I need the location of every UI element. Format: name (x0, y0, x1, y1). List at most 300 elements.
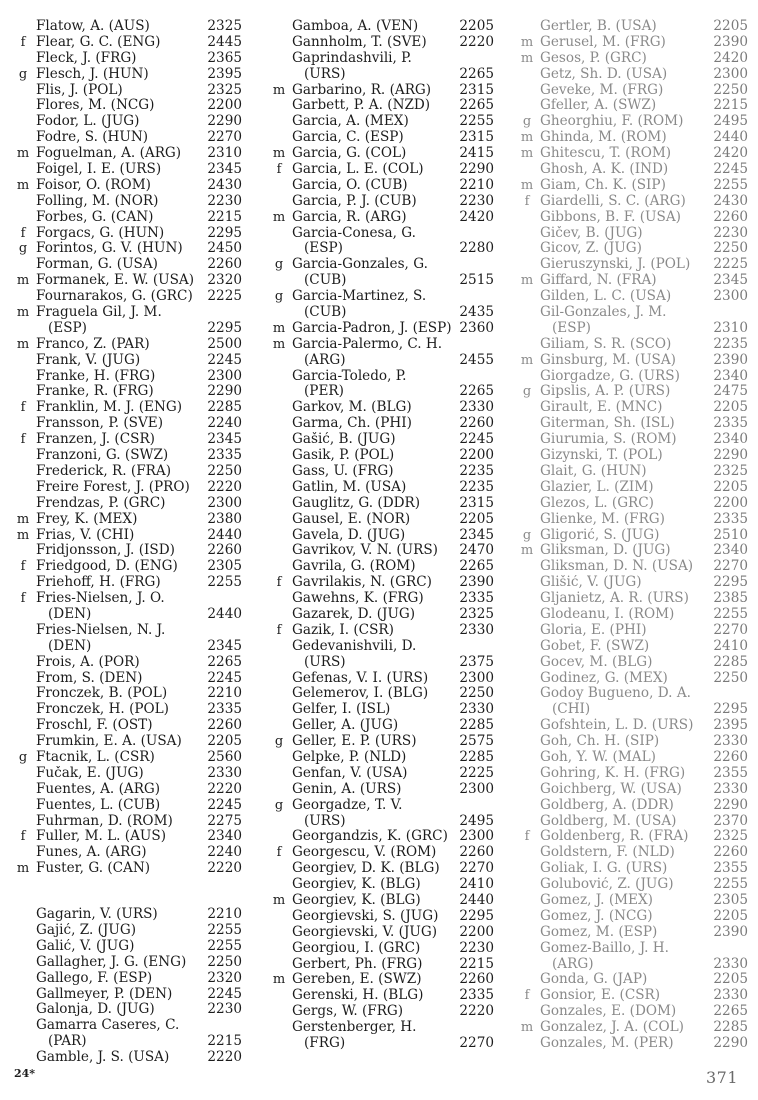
title-mark (10, 369, 36, 385)
title-mark (266, 178, 292, 194)
player-rating: 2200 (713, 494, 748, 511)
player-rating: 2395 (713, 717, 748, 734)
player-rating: 2510 (713, 526, 748, 543)
title-mark (266, 559, 292, 575)
title-mark (514, 448, 540, 464)
player-rating: 2450 (207, 240, 242, 257)
player-entry (514, 178, 748, 194)
player-name-continued: (URS) (304, 66, 346, 82)
player-entry (10, 241, 242, 257)
player-entry (10, 971, 242, 987)
player-entry (10, 98, 242, 114)
player-rating: 2515 (459, 272, 494, 289)
player-name: Garcia, C. (ESP) (292, 130, 404, 146)
player-entry (514, 528, 748, 544)
player-rating: 2220 (459, 1003, 494, 1020)
title-mark (10, 194, 36, 210)
player-rating: 2205 (459, 18, 494, 34)
player-entry (10, 939, 242, 955)
player-entry (514, 639, 748, 655)
player-name: Garcia, O. (CUB) (292, 177, 408, 193)
player-rating: 2420 (459, 208, 494, 225)
title-mark (514, 289, 540, 305)
player-entry (514, 766, 748, 782)
player-name: Giterman, Sh. (ISL) (540, 416, 675, 432)
player-entry (266, 591, 494, 607)
player-rating: 2375 (459, 653, 494, 670)
player-entry (10, 987, 242, 1003)
player-entry (10, 845, 242, 861)
player-name: Franke, R. (FRG) (36, 384, 154, 400)
player-name-continued: (DEN) (48, 606, 92, 622)
title-mark (10, 114, 36, 130)
title-mark (266, 464, 292, 480)
title-mark (514, 19, 540, 35)
player-rating: 2290 (713, 796, 748, 813)
player-entry (10, 194, 242, 210)
title-mark: g (274, 257, 284, 273)
title-mark (266, 448, 292, 464)
title-mark (266, 686, 292, 702)
player-entry (266, 337, 494, 369)
player-entry (266, 575, 494, 591)
player-name: Giorgadze, G. (URS) (540, 368, 680, 384)
player-name: Garbett, P. A. (NZD) (292, 98, 431, 114)
title-mark (266, 98, 292, 114)
title-mark (514, 671, 540, 687)
title-mark: m (520, 352, 534, 368)
player-name: Gomez, J. (NCG) (540, 908, 653, 924)
title-mark (10, 814, 36, 830)
player-rating: 2260 (207, 542, 242, 559)
player-entry (10, 766, 242, 782)
player-rating: 2230 (207, 1001, 242, 1018)
player-name: Franco, Z. (PAR) (36, 336, 150, 352)
player-name: Ginsburg, M. (USA) (540, 352, 676, 368)
player-name: Gesos, P. (GRC) (540, 50, 647, 66)
player-entry (10, 655, 242, 671)
title-mark: m (520, 34, 534, 50)
title-mark (514, 496, 540, 512)
column-1 (10, 19, 242, 1066)
title-mark (10, 257, 36, 273)
player-rating: 2235 (459, 478, 494, 495)
player-name: Frois, A. (POR) (36, 654, 140, 670)
player-name: Gavrila, G. (ROM) (292, 559, 416, 575)
title-mark (266, 1020, 292, 1036)
player-rating: 2340 (713, 542, 748, 559)
player-rating: 2500 (207, 335, 242, 352)
player-rating: 2410 (459, 876, 494, 893)
player-name: Friedgood, D. (ENG) (36, 559, 178, 575)
player-rating: 2255 (459, 113, 494, 130)
player-entry (10, 35, 242, 51)
player-name: Gloria, E. (PHI) (540, 622, 647, 638)
player-rating: 2345 (207, 637, 242, 654)
player-rating: 2250 (713, 669, 748, 686)
player-name: Golubović, Z. (JUG) (540, 877, 674, 893)
player-entry (10, 750, 242, 766)
player-entry (266, 480, 494, 496)
player-entry (266, 210, 494, 226)
player-rating: 2495 (713, 113, 748, 130)
player-entry (266, 289, 494, 321)
player-name: Godinez, G. (MEX) (540, 670, 668, 686)
player-name: Fraguela Gil, J. M. (36, 305, 162, 321)
title-mark (10, 543, 36, 559)
title-mark (266, 909, 292, 925)
player-name: Fridjonsson, J. (ISD) (36, 543, 175, 559)
player-entry (10, 146, 242, 162)
player-entry (514, 305, 748, 337)
player-rating: 2420 (713, 49, 748, 66)
player-name: Fodre, S. (HUN) (36, 130, 149, 146)
player-name: Fronczek, H. (POL) (36, 702, 169, 718)
player-rating: 2435 (459, 304, 494, 321)
player-entry (514, 432, 748, 448)
title-mark (266, 480, 292, 496)
player-rating: 2305 (207, 558, 242, 575)
title-mark (10, 671, 36, 687)
player-entry (10, 353, 242, 369)
player-rating: 2365 (207, 49, 242, 66)
player-rating: 2215 (207, 1033, 242, 1050)
player-name: Gfeller, A. (SWZ) (540, 98, 657, 114)
player-rating: 2255 (713, 876, 748, 893)
title-mark (10, 1018, 36, 1034)
player-rating: 2210 (207, 906, 242, 923)
player-rating: 2325 (713, 462, 748, 479)
player-entry (266, 607, 494, 623)
player-rating: 2255 (713, 605, 748, 622)
player-rating: 2225 (459, 764, 494, 781)
player-name: Fuentes, A. (ARG) (36, 781, 161, 797)
player-name: Forintos, G. V. (HUN) (36, 241, 183, 257)
player-name: Godoy Bugueno, D. A. (540, 686, 691, 702)
player-rating: 2205 (713, 18, 748, 34)
player-entry (514, 35, 748, 51)
player-name: Goldenberg, R. (FRA) (540, 829, 689, 845)
player-entry (514, 1020, 748, 1036)
player-name: Ghosh, A. K. (IND) (540, 162, 669, 178)
player-name: Gavela, D. (JUG) (292, 527, 406, 543)
title-mark (266, 369, 292, 385)
player-entry (10, 416, 242, 432)
player-name: Genin, A. (URS) (292, 781, 402, 797)
page-number: 371 (706, 1068, 739, 1087)
player-rating: 2330 (459, 621, 494, 638)
player-entry (266, 400, 494, 416)
title-mark (514, 226, 540, 242)
title-mark (266, 671, 292, 687)
player-rating: 2215 (713, 97, 748, 114)
player-rating: 2245 (207, 351, 242, 368)
player-name: Ghinda, M. (ROM) (540, 130, 667, 146)
player-rating: 2340 (713, 367, 748, 384)
player-rating: 2360 (459, 319, 494, 336)
player-name: Flesch, J. (HUN) (36, 66, 149, 82)
player-entry (10, 400, 242, 416)
player-name: Goichberg, W. (USA) (540, 781, 682, 797)
player-name: Garcia, G. (COL) (292, 146, 407, 162)
player-rating: 2245 (207, 985, 242, 1002)
title-mark (266, 861, 292, 877)
title-mark: m (520, 1020, 534, 1036)
signature-mark: 24* (14, 1067, 36, 1080)
player-name: Gašić, B. (JUG) (292, 432, 396, 448)
player-entry (514, 353, 748, 369)
title-mark (514, 686, 540, 702)
title-mark: f (524, 829, 530, 845)
player-entry (10, 448, 242, 464)
title-mark (266, 400, 292, 416)
player-name: Gajić, Z. (JUG) (36, 922, 137, 938)
player-name: Flear, G. C. (ENG) (36, 34, 161, 50)
player-entry (10, 1050, 242, 1066)
player-entry (266, 877, 494, 893)
player-name: Frank, V. (JUG) (36, 352, 141, 368)
player-name: Garcia-Toledo, P. (292, 368, 407, 384)
player-entry (10, 559, 242, 575)
player-entry (10, 83, 242, 99)
player-entry (266, 178, 494, 194)
player-rating: 2330 (207, 764, 242, 781)
player-entry (10, 798, 242, 814)
player-name: Garcia, L. E. (COL) (292, 162, 424, 178)
title-mark (266, 591, 292, 607)
title-mark (266, 35, 292, 51)
player-entry (514, 257, 748, 273)
player-rating: 2330 (713, 780, 748, 797)
player-name: Gasik, P. (POL) (292, 448, 395, 464)
player-rating: 2220 (207, 1049, 242, 1066)
player-name: Gičev, B. (JUG) (540, 225, 643, 241)
player-rating: 2270 (459, 1035, 494, 1051)
player-entry (514, 543, 748, 559)
title-mark (514, 257, 540, 273)
player-name: Gagarin, V. (URS) (36, 907, 158, 923)
title-mark (514, 559, 540, 575)
player-entry (266, 257, 494, 289)
player-entry (10, 1018, 242, 1050)
player-entry (266, 369, 494, 401)
title-mark: f (276, 845, 282, 861)
player-name: Gergs, W. (FRG) (292, 1004, 404, 1020)
title-mark (266, 925, 292, 941)
player-entry (514, 877, 748, 893)
player-rating: 2265 (207, 653, 242, 670)
player-rating: 2300 (207, 494, 242, 511)
player-rating: 2390 (459, 574, 494, 591)
player-name: Fronczek, B. (POL) (36, 686, 168, 702)
player-name: Glait, G. (HUN) (540, 463, 647, 479)
player-name: Garcia, R. (ARG) (292, 209, 407, 225)
player-rating: 2345 (713, 272, 748, 289)
player-rating: 2205 (713, 971, 748, 988)
player-name: Gerstenberger, H. (292, 1020, 417, 1036)
player-name: Geveke, M. (FRG) (540, 82, 664, 98)
player-entry (10, 257, 242, 273)
title-mark (10, 734, 36, 750)
player-name: Franzoni, G. (SWZ) (36, 448, 169, 464)
title-mark (10, 384, 36, 400)
title-mark: f (524, 193, 530, 209)
player-name: Geller, E. P. (URS) (292, 734, 417, 750)
player-rating: 2285 (459, 748, 494, 765)
player-rating: 2270 (459, 860, 494, 877)
title-mark (514, 1004, 540, 1020)
player-name: Genfan, V. (USA) (292, 765, 408, 781)
player-rating: 2230 (459, 939, 494, 956)
player-name: Gicov, Z. (JUG) (540, 241, 642, 257)
player-name: Gallagher, J. G. (ENG) (36, 954, 187, 970)
player-name: Garcia-Padron, J. (ESP) (292, 320, 452, 336)
player-name: Franklin, M. J. (ENG) (36, 400, 182, 416)
title-mark: m (16, 527, 30, 543)
player-entry (10, 289, 242, 305)
title-mark (10, 130, 36, 146)
player-name: Fries-Nielsen, J. O. (36, 591, 165, 607)
title-mark (10, 798, 36, 814)
player-entry (10, 543, 242, 559)
player-rating: 2355 (713, 860, 748, 877)
title-mark: m (272, 336, 286, 352)
player-name: Franke, H. (FRG) (36, 368, 156, 384)
player-name: Fučak, E. (JUG) (36, 765, 144, 781)
player-name: Gallmeyer, P. (DEN) (36, 986, 173, 1002)
player-rating: 2495 (459, 812, 494, 829)
player-rating: 2430 (713, 192, 748, 209)
player-rating: 2355 (713, 764, 748, 781)
title-mark (514, 432, 540, 448)
player-entry (514, 988, 748, 1004)
player-entry (10, 907, 242, 923)
player-rating: 2220 (459, 33, 494, 50)
title-mark: m (272, 972, 286, 988)
player-name-continued: (CUB) (304, 273, 347, 289)
title-mark (514, 734, 540, 750)
player-entry (514, 798, 748, 814)
player-entry (266, 1020, 494, 1052)
player-entry (514, 559, 748, 575)
title-mark (10, 718, 36, 734)
player-name: Frendzas, P. (GRC) (36, 495, 166, 511)
player-entry (514, 607, 748, 623)
player-rating: 2285 (713, 653, 748, 670)
title-mark (514, 639, 540, 655)
player-rating: 2250 (713, 81, 748, 98)
player-entry (514, 496, 748, 512)
title-mark (266, 750, 292, 766)
player-entry (266, 194, 494, 210)
player-entry (10, 686, 242, 702)
player-rating: 2410 (713, 637, 748, 654)
player-entry (10, 528, 242, 544)
title-mark (266, 988, 292, 1004)
title-mark (10, 702, 36, 718)
player-rating: 2265 (459, 383, 494, 400)
player-rating: 2255 (713, 176, 748, 193)
title-mark (514, 241, 540, 257)
player-entry (266, 702, 494, 718)
player-rating: 2230 (459, 192, 494, 209)
player-name: Garcia-Martinez, S. (292, 289, 427, 305)
player-name: Gerbert, Ph. (FRG) (292, 956, 423, 972)
title-mark (10, 845, 36, 861)
player-entry (266, 464, 494, 480)
title-mark (266, 226, 292, 242)
player-name: Goldberg, M. (USA) (540, 813, 677, 829)
title-mark: g (274, 734, 284, 750)
title-mark (10, 480, 36, 496)
title-mark (266, 957, 292, 973)
player-name-continued: (ESP) (304, 241, 343, 257)
player-entry (10, 210, 242, 226)
title-mark: f (276, 575, 282, 591)
title-mark: g (18, 241, 28, 257)
player-name: Gobet, F. (SWZ) (540, 638, 650, 654)
title-mark (514, 210, 540, 226)
player-entry (10, 67, 242, 83)
player-name: Gomez, J. (MEX) (540, 892, 653, 908)
player-name-continued: (PER) (304, 384, 344, 400)
player-rating: 2260 (459, 415, 494, 432)
player-rating: 2330 (459, 701, 494, 718)
player-rating: 2260 (713, 748, 748, 765)
title-mark (514, 798, 540, 814)
title-mark: f (20, 559, 26, 575)
title-mark: g (274, 797, 284, 813)
player-name: Galić, V. (JUG) (36, 938, 135, 954)
player-entry (266, 734, 494, 750)
player-entry (514, 909, 748, 925)
player-entry (514, 146, 748, 162)
player-name: Giliam, S. R. (SCO) (540, 336, 672, 352)
player-entry (266, 623, 494, 639)
title-mark (10, 1050, 36, 1066)
title-mark: m (272, 209, 286, 225)
player-entry (10, 829, 242, 845)
player-entry (266, 543, 494, 559)
player-name: Ghitescu, T. (ROM) (540, 146, 672, 162)
player-rating: 2440 (207, 605, 242, 622)
player-rating: 2240 (207, 844, 242, 861)
player-entry (514, 972, 748, 988)
title-mark: f (20, 34, 26, 50)
player-rating: 2260 (459, 844, 494, 861)
player-rating: 2290 (459, 161, 494, 178)
player-rating: 2210 (207, 685, 242, 702)
player-entry (10, 464, 242, 480)
title-mark: g (522, 114, 532, 130)
player-rating: 2250 (459, 685, 494, 702)
player-rating: 2300 (459, 828, 494, 845)
title-mark: m (272, 146, 286, 162)
player-rating: 2255 (207, 937, 242, 954)
player-name: Fuhrman, D. (ROM) (36, 813, 173, 829)
player-rating: 2220 (207, 860, 242, 877)
player-name: Gligorić, S. (JUG) (540, 527, 660, 543)
player-entry (514, 210, 748, 226)
player-name: Giurumia, S. (ROM) (540, 432, 677, 448)
player-entry (514, 83, 748, 99)
player-name: Frias, V. (CHI) (36, 527, 135, 543)
title-mark: m (520, 177, 534, 193)
player-name: Gizynski, T. (POL) (540, 448, 663, 464)
player-name: Glišić, V. (JUG) (540, 575, 642, 591)
title-mark: m (520, 130, 534, 146)
player-entry (266, 162, 494, 178)
